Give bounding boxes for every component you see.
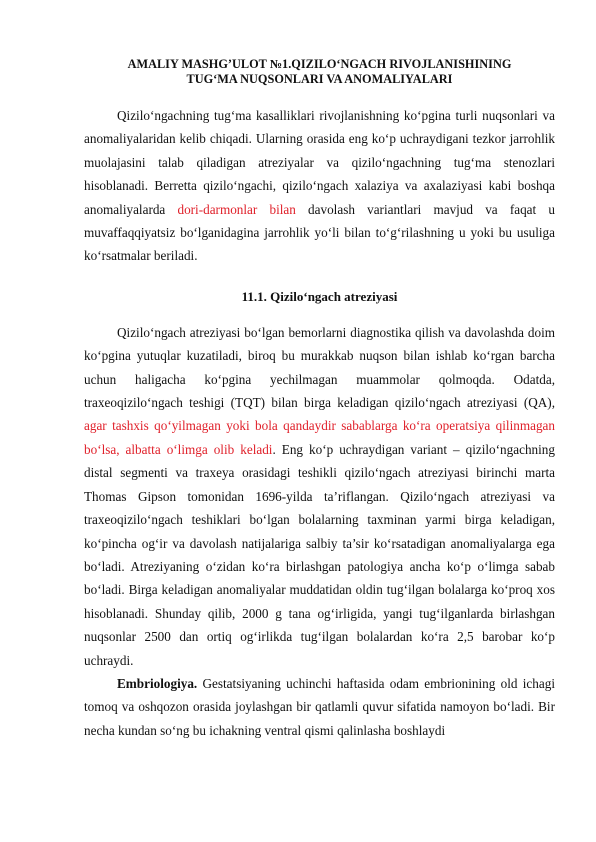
title-line-1: AMALIY MASHG’ULOT №1.QIZILO‘NGACH RIVOJLANISHINING	[127, 57, 512, 71]
intro-text-start: Qizilo‘ngachning tug‘ma kasalliklari rivojlanishning ko‘pgina turli nuqsonlari va anomaliyalaridan kelib chiqadi. Ularning orasida eng ko‘p uchraydigani tezkor jarrohlik muolajasini talab qiladigan atreziyalar va qizilo‘ngachning tug‘ma stenozlari hisoblanadi. Berretta qizilo‘ngachi, qizilo‘ngach xalaziya va axalaziyasi kabi boshqa anomaliyalarda	[84, 108, 555, 217]
section-heading: 11.1. Qizilo‘ngach atreziyasi	[241, 288, 398, 304]
title-line-2: TUG‘MA NUQSONLARI VA ANOMALIYALARI	[186, 72, 453, 86]
intro-text-end: davolash variantlari mavjud va faqat u muvaffaqqiyatsiz bo‘lganidagina jarrohlik yo‘li bilan to‘g‘rilashning u yoki bu usuliga ko‘rsatmalar beriladi.	[84, 201, 555, 264]
intro-paragraph	[84, 104, 555, 268]
embryology-text: Gestatsiyaning uchinchi haftasida odam embrionining old ichagi tomoq va oshqozon orasida joylashgan bir qatlamli quvur sifatida namoyon bo‘ladi. Bir necha kundan so‘ng bu ichakning ventral qismi qalinlasha boshlaydi	[84, 675, 555, 738]
atresia-paragraph	[84, 321, 555, 672]
atresia-text-start: Qizilo‘ngach atreziyasi bo‘lgan bemorlarni diagnostika qilish va davolashda doim ko‘pgina yutuqlar kuzatiladi, biroq bu murakkab nuqson bilan ishlab ko‘rgan barcha uchun haligacha ko‘pgina yechilmagan muammolar qolmoqda. Odatda, traxeoqizilo‘ngach teshigi (TQT) bilan birga keladigan qizilo‘ngach atreziyasi (QA),	[84, 324, 555, 411]
intro-highlight: dori-darmonlar bilan	[177, 201, 296, 217]
atresia-text-end: . Eng ko‘p uchraydigan variant – qizilo‘ngachning distal segmenti va traxeya orasidagi teshikli qizilo‘ngach atreziyasi birinchi marta Thomas Gipson tomonidan 1696-yilda ta’riflangan. Qizilo‘ngach atreziyasi va traxeoqizilo‘ngach teshiklari bo‘lgan bolalarning taxminan yarmi birga keladigan, ko‘pincha og‘ir va davolash natijalariga salbiy ta’sir ko‘rsatadigan anomaliyalarga ega bo‘ladi. Atreziyaning o‘zidan ko‘ra birlashgan patologiya ancha ko‘p o‘limga sabab bo‘ladi. Birga keladigan anomaliyalar muddatidan oldin tug‘ilgan bolalarga ko‘proq xos hisoblanadi. Shunday qilib, 2000 g tana og‘irligida, yangi tug‘ilganlarda birlashgan nuqsonlar 2500 dan ortiq og‘irlikda tug‘ilgan bolalardan ko‘ra 2,5 barobar ko‘p uchraydi.	[84, 441, 555, 668]
embryology-paragraph	[84, 672, 555, 742]
embryology-label: Embriologiya.	[117, 675, 198, 691]
document-title	[84, 57, 555, 87]
atresia-highlight: agar tashxis qo‘yilmagan yoki bola qandaydir sabablarga ko‘ra operatsiya qilinmagan bo‘lsa, albatta o‘limga olib keladi	[84, 418, 555, 457]
